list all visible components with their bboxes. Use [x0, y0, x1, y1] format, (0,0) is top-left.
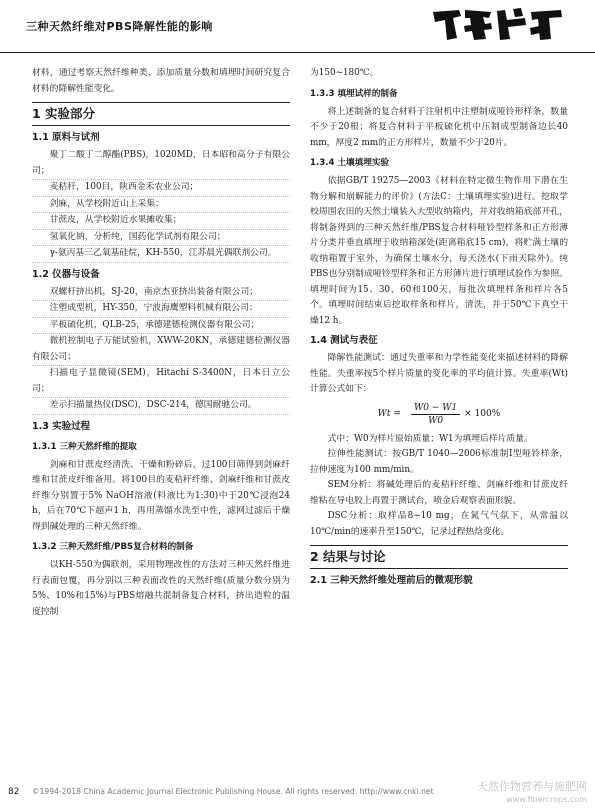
section-heading-2: 2 结果与讨论 — [310, 545, 568, 569]
paragraph-1-3-1: 剑麻和甘蔗皮经清洗、干燥和粉碎后，过100目筛得到剑麻纤维和甘蔗皮纤维备用。将100目的麦秸秆纤维、剑麻纤维和甘蔗皮纤维分别置于5% NaOH溶液(料液比为1:30)中于20℃浸泡24 h，后在70℃下超声1 h，再用蒸馏水洗至中性，滤网过滤后干燥得到碱处理的三种天然纤维。 — [32, 459, 290, 532]
subsection-1-3-1: 1.3.1 三种天然纤维的提取 — [32, 441, 137, 452]
journal-logo — [429, 4, 565, 44]
watermark — [477, 780, 587, 806]
paragraph-dsc: DSC分析：取样品8~10 mg，在氮气气氛下，从常温以10℃/min的速率升至150℃，记录过程热焓变化。 — [310, 511, 568, 537]
intro-paragraph: 材料，通过考察天然纤维种类、添加质量分数和填埋时间研究复合材料的降解性能变化。 — [32, 68, 290, 94]
subsection-1-3-4: 1.3.4 土壤填埋实验 — [310, 158, 390, 168]
subsection-1-1: 1.1 原料与试剂 — [32, 132, 100, 143]
weight-loss-equation — [310, 400, 568, 430]
subsection-2-1: 2.1 三种天然纤维处理前后的微观形貌 — [310, 575, 473, 586]
paragraph-tensile: 拉伸性能测试：按GB/T 1040—2006标准制I型哑铃样条，拉伸速度为100 mm/min。 — [310, 449, 568, 475]
running-title: 三种天然纤维对PBS降解性能的影响 — [26, 20, 213, 33]
paragraph-1-3-2: 以KH-550为偶联剂，采用物理改性的方法对三种天然纤维进行表面包覆，再分别以三种表面改性的天然纤维(质量分数分别为5%、10%和15%)与PBS熔融共混制备复合材料，挤出造粒的温度控制 — [32, 560, 290, 617]
list-item: 差示扫描量热仪(DSC)，DSC-214，德国耐驰公司。 — [32, 398, 290, 415]
page-header — [0, 0, 595, 53]
list-item: 平板硫化机，QLB-25，承德建德检测仪器有限公司； — [32, 318, 290, 335]
list-item: 聚丁二酸丁二醇酯(PBS)，1020MD，日本昭和高分子有限公司； — [32, 148, 290, 180]
equation-note: 式中：W0为样片原始质量；W1为填埋后样片质量。 — [327, 433, 533, 444]
right-column — [310, 66, 568, 771]
list-item: 注塑成型机，HY-350，宁波海鹰塑料机械有限公司； — [32, 301, 290, 318]
list-item: 双螺杆挤出机，SJ-20，南京杰亚挤出装备有限公司； — [32, 285, 290, 302]
equation-lhs: Wt = — [377, 408, 401, 419]
equation-fraction — [411, 402, 460, 427]
list-item: 麦秸秆，100目，陕西金禾农业公司； — [32, 180, 290, 197]
paragraph-sem: SEM分析：将碱处理后的麦秸秆纤维、剑麻纤维和甘蔗皮纤维粘在导电胶上再置于测试台，喷金后观察表面形貌。 — [310, 480, 568, 506]
list-item: 扫描电子显微镜(SEM)，Hitachi S-3400N，日本日立公司； — [32, 366, 290, 398]
paragraph-1-3-3: 将上述制备的复合材料于注射机中注塑制成哑铃形样条，数量不少于20根；将复合材料于平板硫化机中压制成型制备边长40 mm，厚度2 mm的正方形样片，数量不少于20片。 — [310, 106, 568, 148]
subsection-1-2: 1.2 仪器与设备 — [32, 268, 100, 280]
watermark-text: 天然作物营养与施肥网 — [477, 780, 587, 793]
paragraph-1-4-weight-loss: 降解性能测试：通过失重率和力学性能变化来描述材料的降解性能。失重率按5个样片质量的变化率的平均值计算。失重率(Wt)计算公式如下： — [310, 353, 568, 394]
equipment-list — [32, 285, 290, 415]
page-footer — [0, 778, 595, 808]
list-item: 微机控制电子万能试验机，XWW-20KN，承德建德检测仪器有限公司； — [32, 334, 290, 366]
materials-list — [32, 148, 290, 263]
list-item: 剑麻，从学校附近山上采集； — [32, 197, 290, 214]
equation-denominator: W0 — [428, 416, 444, 426]
list-item: 氢氧化钠，分析纯，国药化学试剂有限公司； — [32, 230, 290, 247]
list-item: γ-氨丙基三乙氧基硅烷，KH-550，江苏晨光偶联剂公司。 — [32, 246, 290, 263]
subsection-1-3-3: 1.3.3 填埋试样的制备 — [310, 88, 398, 99]
section-heading-1: 1 实验部分 — [32, 102, 290, 126]
subsection-1-3: 1.3 实验过程 — [32, 420, 91, 432]
copyright-notice: ©1994-2018 China Academic Journal Electronic Publishing House. All rights reserved. http://www.cnki.net — [32, 787, 434, 796]
page-number: 82 — [8, 787, 20, 797]
subsection-1-3-2: 1.3.2 三种天然纤维/PBS复合材料的制备 — [32, 542, 194, 552]
left-column — [32, 66, 290, 771]
equation-numerator: W0 − W1 — [411, 402, 460, 415]
subsection-1-4: 1.4 测试与表征 — [310, 335, 378, 346]
watermark-url: www.fibercrops.com — [506, 795, 587, 804]
list-item: 甘蔗皮，从学校附近水果摊收集； — [32, 213, 290, 230]
continued-text: 为150~180℃。 — [310, 68, 379, 78]
paragraph-1-3-4: 依据GB/T 19275—2003《材料在特定微生物作用下潜在生物分解和崩解能力的评价》(方法C：土壤填埋实验)进行。挖取学校周围农田的天然土壤装入大型收纳箱内，并对收纳箱底部开孔，将制备得到的三种天然纤维/PBS复合材料哑铃型样条和正方形薄片分类并垂直填埋于收纳箱深处(距离箱底15 cm)，将贮满土壤的收纳箱置于室外，为确保土壤水分，每天浇水(下雨天除外)。纯PBS也分别制成哑铃型样条和正方形薄片进行填埋试验作为参照。填埋时间为15、30、60和100天，每批次填埋样条和样片各5个。填埋时间结束后挖取样条和样片，清洗，并于50℃下真空干燥12 h。 — [310, 176, 568, 326]
equation-rhs: × 100% — [464, 408, 501, 419]
